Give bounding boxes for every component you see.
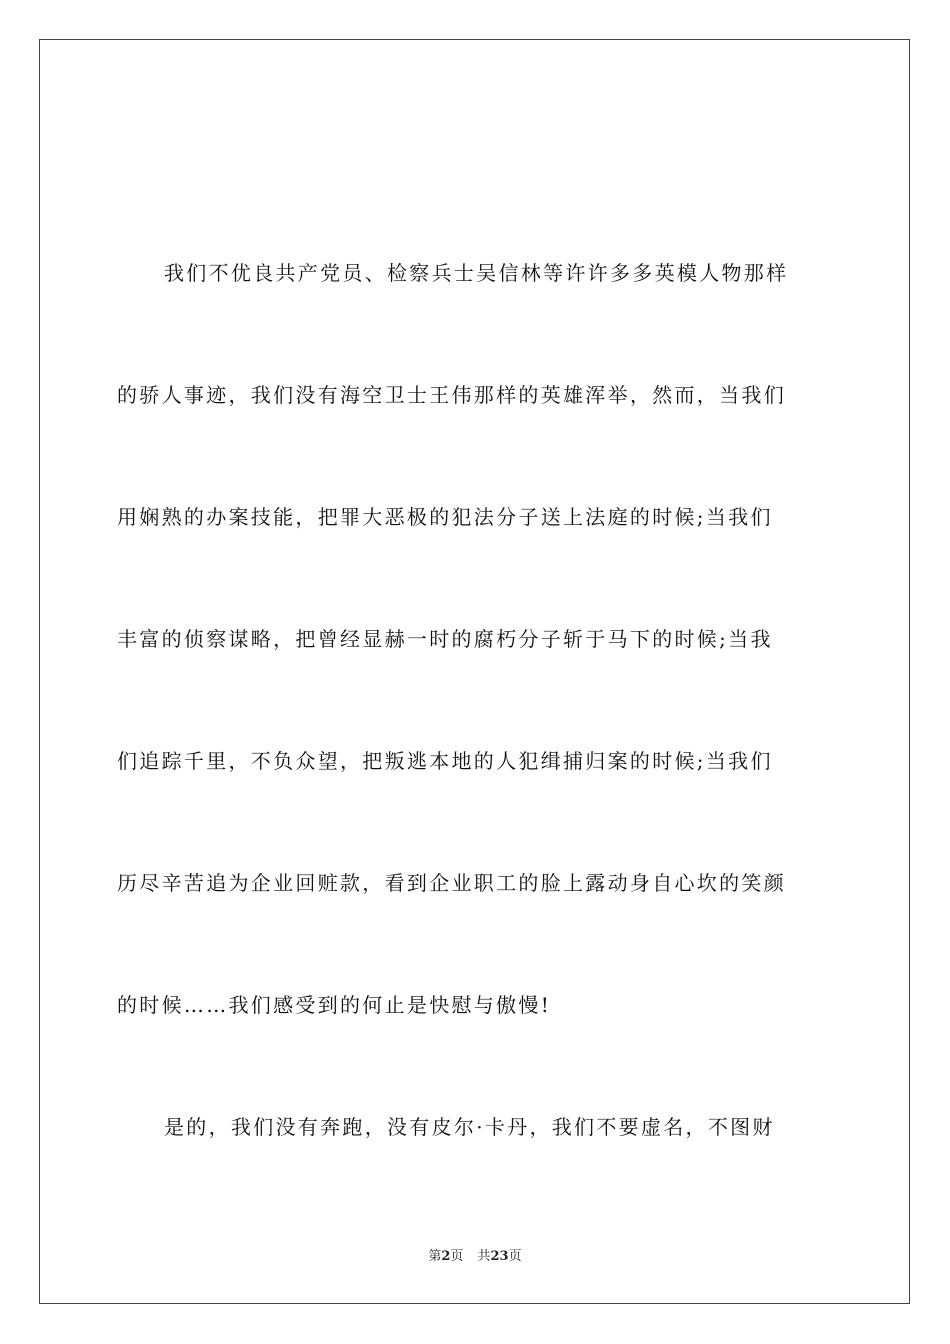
total-prefix: 共: [477, 1249, 491, 1264]
page-suffix: 页: [450, 1249, 464, 1264]
paragraph-1-line-5: 们追踪千里，不负众望，把叛逃本地的人犯缉捕归案的时候;当我们: [117, 749, 773, 773]
total-indicator: [477, 1249, 521, 1264]
paragraph-1-line-7: 的时候……我们感受到的何止是快慰与傲慢!: [117, 993, 552, 1017]
page-indicator: [428, 1249, 463, 1264]
total-suffix: 页: [508, 1249, 522, 1264]
current-page-number: 2: [441, 1249, 451, 1264]
paragraph-1-line-3: 用娴熟的办案技能，把罪大恶极的犯法分子送上法庭的时候;当我们: [117, 505, 773, 529]
page-prefix: 第: [428, 1249, 442, 1264]
paragraph-1-line-6: 历尽辛苦追为企业回赃款，看到企业职工的脸上露动身自心坎的笑颜: [117, 871, 786, 895]
paragraph-2-line-1: 是的，我们没有奔跑，没有皮尔·卡丹，我们不要虚名，不图财: [164, 1115, 775, 1139]
paragraph-1-line-1: 我们不优良共产党员、检察兵士吴信林等许许多多英模人物那样: [164, 261, 789, 285]
paragraph-1-line-4: 丰富的侦察谋略，把曾经显赫一时的腐朽分子斩于马下的时候;当我: [117, 627, 773, 651]
document-body: [117, 245, 833, 1221]
paragraph-1-line-2: 的骄人事迹，我们没有海空卫士王伟那样的英雄浑举，然而，当我们: [117, 383, 786, 407]
page-footer: [0, 1248, 950, 1266]
total-page-count: 23: [490, 1249, 509, 1264]
